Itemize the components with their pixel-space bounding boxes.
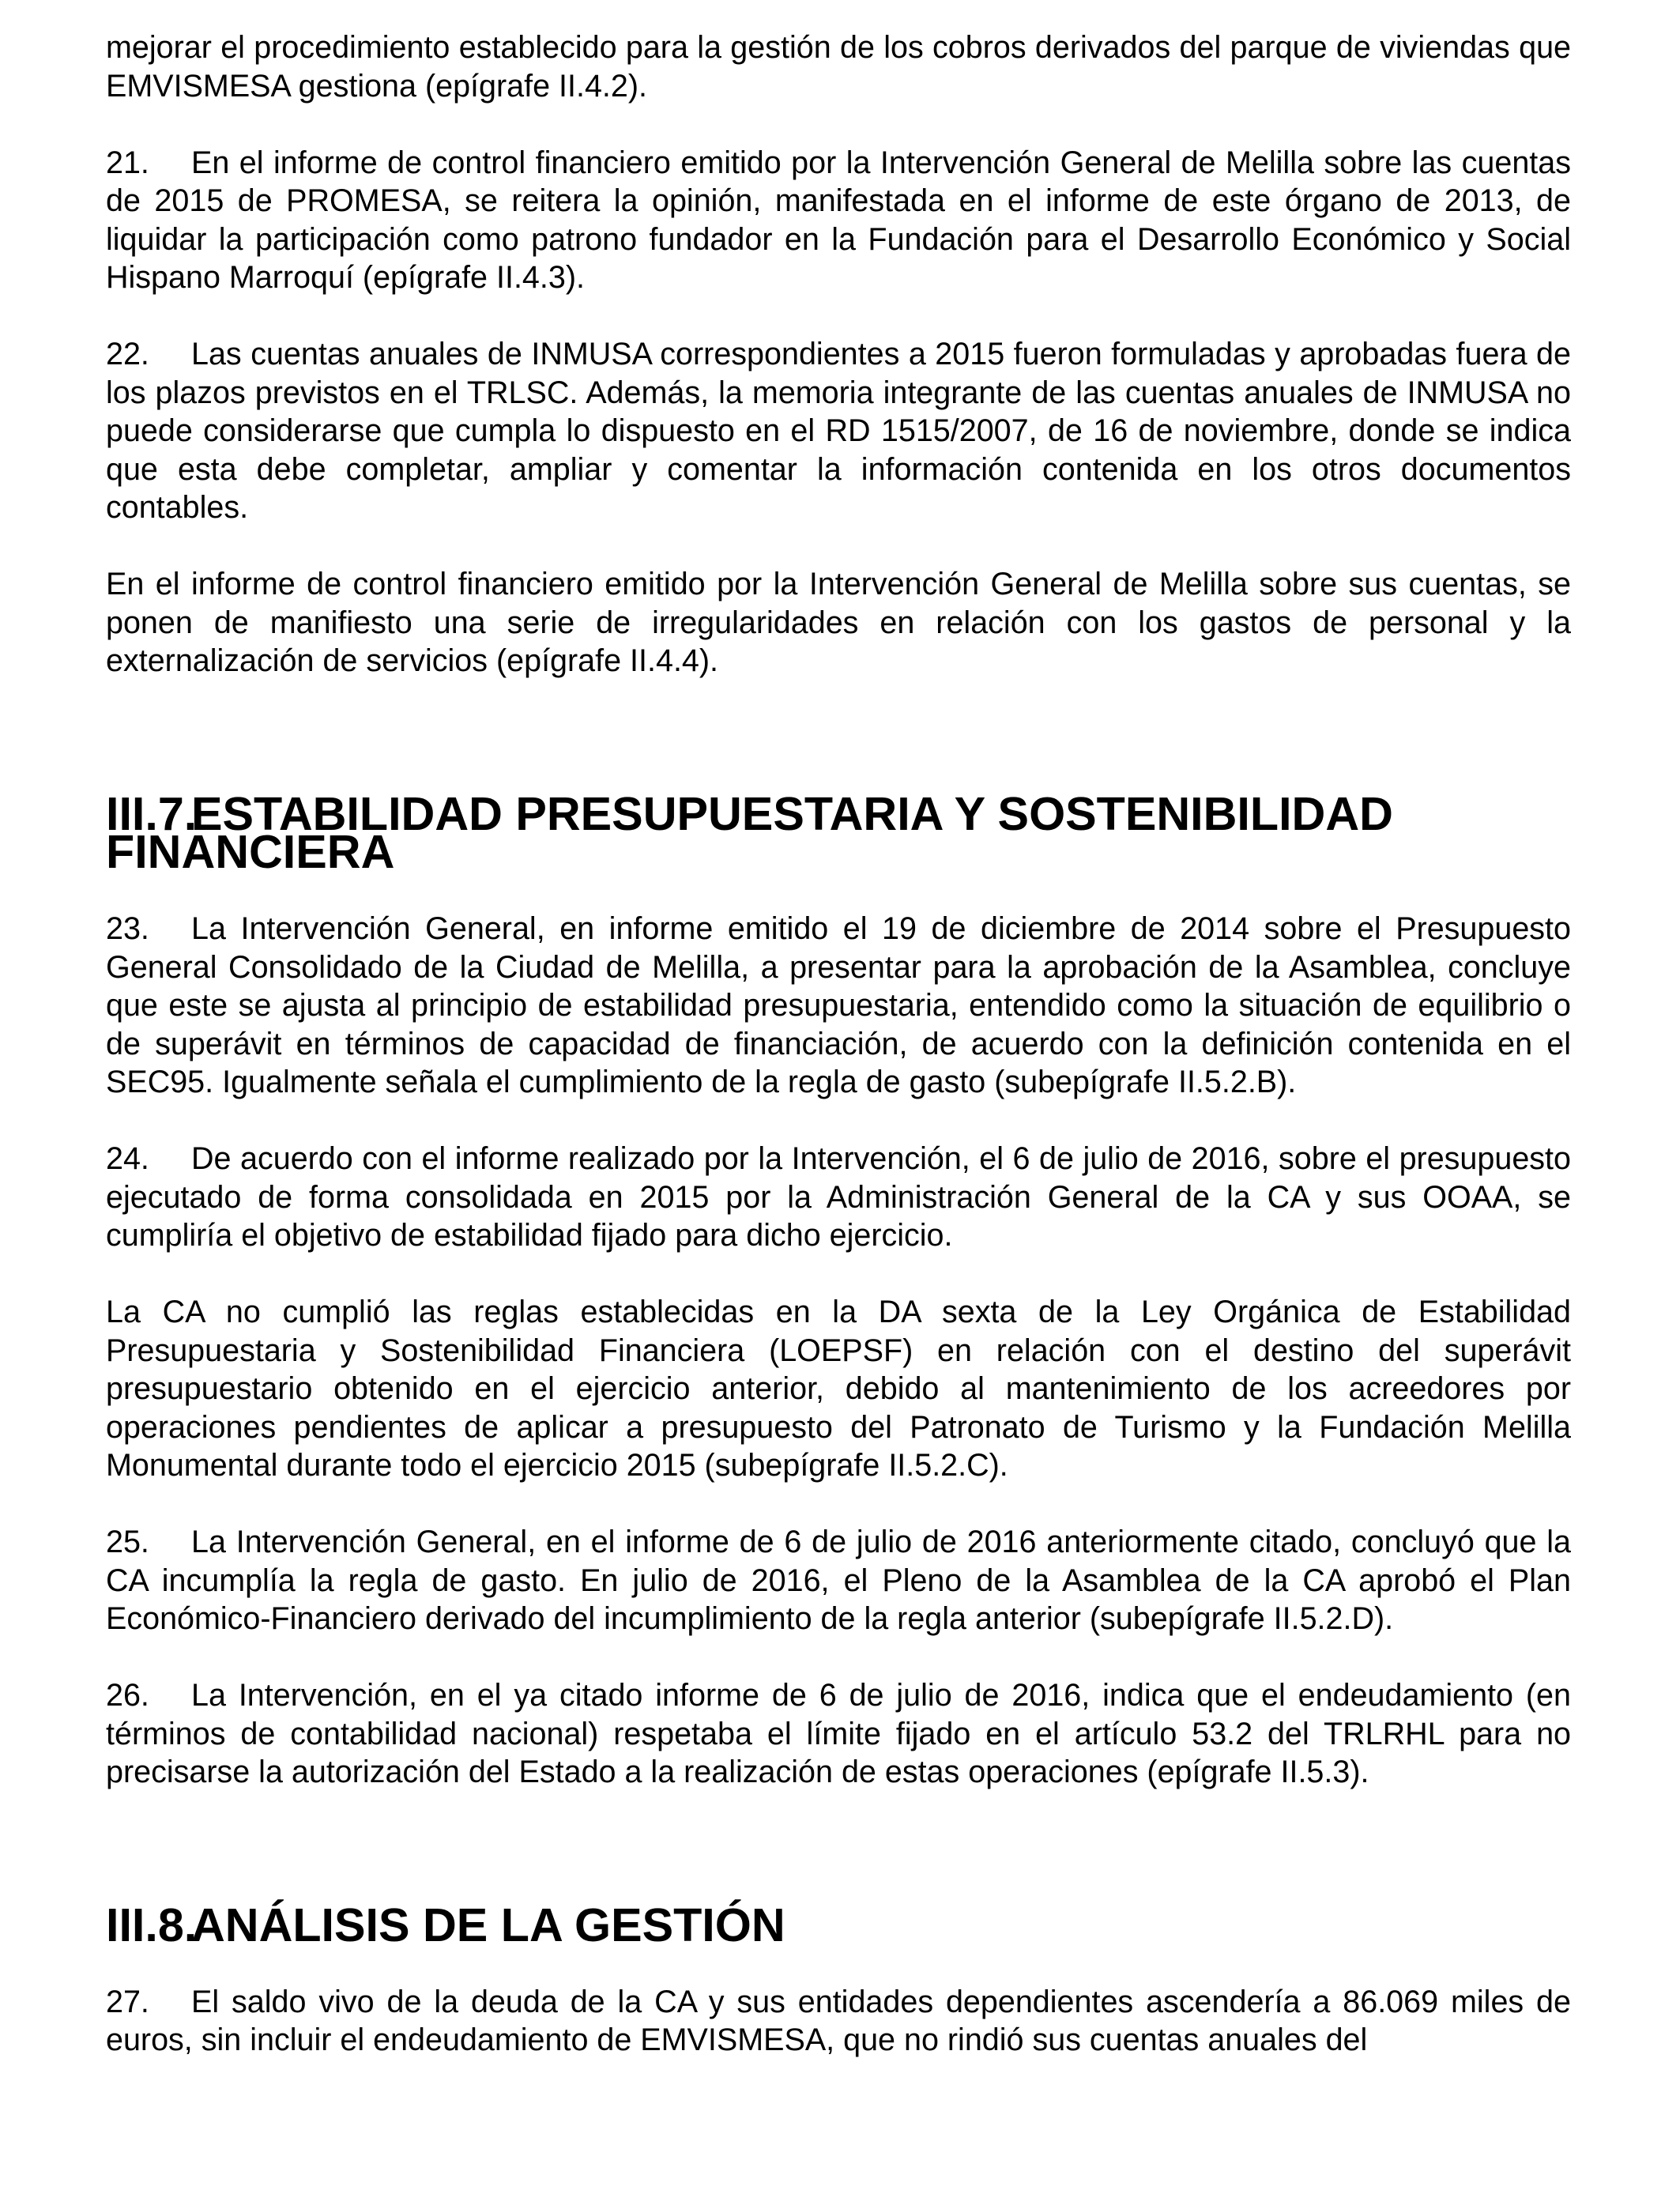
paragraph-text: El saldo vivo de la deuda de la CA y sus entidades dependientes ascendería a 86.069 miles de euros, sin incluir el endeudamiento de EMVISMESA, que no rindió sus cuentas anuales del xyxy=(106,1984,1571,2057)
paragraph-22 xyxy=(106,335,1571,527)
section-title: ESTABILIDAD PRESUPUESTARIA Y SOSTENIBILIDAD FINANCIERA xyxy=(106,786,1393,878)
paragraph-number: 25. xyxy=(106,1525,149,1559)
section-heading-iii-7 xyxy=(106,786,1571,878)
paragraph-21 xyxy=(106,144,1571,297)
paragraph-number: 27. xyxy=(106,1984,149,2019)
section-number: III.8. xyxy=(106,1898,198,1951)
paragraph-text: La Intervención General, en informe emitido el 19 de diciembre de 2014 sobre el Presupuesto General Consolidado de la Ciudad de Melilla, a presentar para la aprobación de la Asamblea, concluye que este se ajusta al principio de estabilidad presupuestaria, entendido como la situación de equilibrio o de superávit en términos de capacidad de financiación, de acuerdo con la definición contenida en el SEC95. Igualmente señala el cumplimiento de la regla de gasto (subepígrafe II.5.2.B). xyxy=(106,911,1571,1099)
paragraph-number: 21. xyxy=(106,145,149,180)
paragraph-text: En el informe de control financiero emitido por la Intervención General de Melilla sobre las cuentas de 2015 de PROMESA, se reitera la opinión, manifestada en el informe de este órgano de 2013, de liquidar la participación como patrono fundador en la Fundación para el Desarrollo Económico y Social Hispano Marroquí (epígrafe II.4.3). xyxy=(106,145,1571,295)
paragraph-text: La Intervención, en el ya citado informe de 6 de julio de 2016, indica que el endeudamiento (en términos de contabilidad nacional) respetaba el límite fijado en el artículo 53.2 del TRLRHL para no precisarse la autorización del Estado a la realización de estas operaciones (epígrafe II.5.3). xyxy=(106,1678,1571,1789)
paragraph-continuation xyxy=(106,28,1571,105)
paragraph-number: 26. xyxy=(106,1678,149,1713)
paragraph-23 xyxy=(106,910,1571,1102)
paragraph-text: En el informe de control financiero emitido por la Intervención General de Melilla sobre sus cuentas, se ponen de manifiesto una serie de irregularidades en relación con los gastos de personal y la externalización de servicios (epígrafe II.4.4). xyxy=(106,567,1571,678)
document-page xyxy=(106,28,1571,2060)
paragraph-number: 23. xyxy=(106,911,149,946)
paragraph-26 xyxy=(106,1676,1571,1792)
section-number: III.7. xyxy=(106,786,198,840)
paragraph-24 xyxy=(106,1140,1571,1255)
paragraph-text: mejorar el procedimiento establecido para la gestión de los cobros derivados del parque de viviendas que EMVISMESA gestiona (epígrafe II.4.2). xyxy=(106,30,1571,104)
section-title: ANÁLISIS DE LA GESTIÓN xyxy=(191,1898,785,1951)
paragraph-25 xyxy=(106,1523,1571,1638)
section-heading-iii-8 xyxy=(106,1898,1571,1951)
paragraph-text: Las cuentas anuales de INMUSA correspondientes a 2015 fueron formuladas y aprobadas fuera de los plazos previstos en el TRLSC. Además, la memoria integrante de las cuentas anuales de INMUSA no puede considerarse que cumpla lo dispuesto en el RD 1515/2007, de 16 de noviembre, donde se indica que esta debe completar, ampliar y comentar la información contenida en los otros documentos contables. xyxy=(106,337,1571,525)
paragraph-22-continued xyxy=(106,565,1571,680)
paragraph-27 xyxy=(106,1983,1571,2060)
paragraph-number: 22. xyxy=(106,337,149,371)
paragraph-text: La CA no cumplió las reglas establecidas en la DA sexta de la Ley Orgánica de Estabilidad Presupuestaria y Sostenibilidad Financiera (LOEPSF) en relación con el destino del superávit presupuestario obtenido en el ejercicio anterior, debido al mantenimiento de los acreedores por operaciones pendientes de aplicar a presupuesto del Patronato de Turismo y la Fundación Melilla Monumental durante todo el ejercicio 2015 (subepígrafe II.5.2.C). xyxy=(106,1295,1571,1483)
paragraph-text: De acuerdo con el informe realizado por la Intervención, el 6 de julio de 2016, sobre el presupuesto ejecutado de forma consolidada en 2015 por la Administración General de la CA y sus OOAA, se cumpliría el objetivo de estabilidad fijado para dicho ejercicio. xyxy=(106,1141,1571,1253)
paragraph-text: La Intervención General, en el informe de 6 de julio de 2016 anteriormente citado, concluyó que la CA incumplía la regla de gasto. En julio de 2016, el Pleno de la Asamblea de la CA aprobó el Plan Económico-Financiero derivado del incumplimiento de la regla anterior (subepígrafe II.5.2.D). xyxy=(106,1525,1571,1636)
paragraph-number: 24. xyxy=(106,1141,149,1176)
paragraph-24-continued xyxy=(106,1293,1571,1485)
